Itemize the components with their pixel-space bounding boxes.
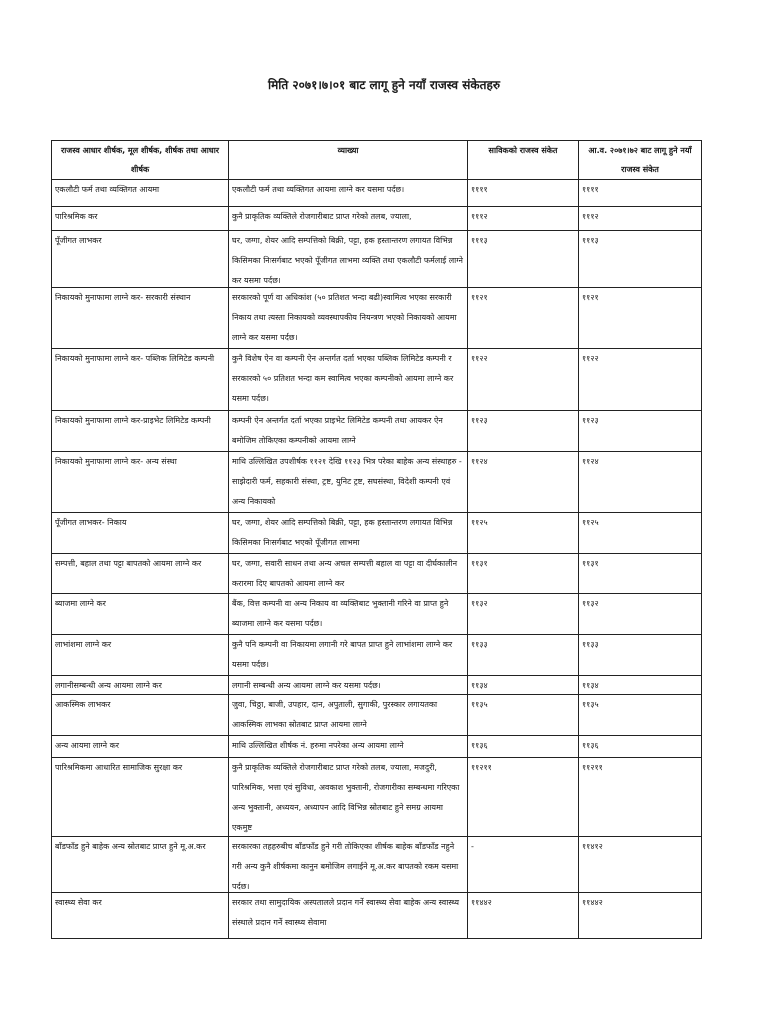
- row-description-cell: घर, जग्गा, शेयर आदि सम्पत्तिको बिक्री, पट्टा, हक हस्तान्तरण लगायत विभिन्न किसिमका निःसर्गबाट भएको पूँजीगत लाभमा व्यक्ति तथा एकलौटी फर्मलाई लाग्ने कर यसमा पर्दछ।: [229, 231, 468, 288]
- row-title-cell: बाँडफाँड हुने बाहेक अन्य स्रोतबाट प्राप्त हुने मू.अ.कर: [52, 837, 229, 893]
- row-description-cell: लगानी सम्बन्धी अन्य आयमा लाग्ने कर यसमा पर्दछ।: [229, 676, 468, 695]
- table-row: [52, 594, 702, 635]
- table-body: [52, 180, 702, 939]
- row-title-cell: आकस्मिक लाभकर: [52, 695, 229, 736]
- row-title-cell: ब्याजमा लाग्ने कर: [52, 594, 229, 635]
- row-title-cell: निकायको मुनाफामा लाग्ने कर- पब्लिक लिमिटेड कम्पनी: [52, 349, 229, 411]
- row-description-cell: माथि उल्लिखित शीर्षक नं. हरुमा नपरेका अन्य आयमा लाग्ने: [229, 736, 468, 758]
- row-title-cell: अन्य आयमा लाग्ने कर: [52, 736, 229, 758]
- row-old-code-cell: ११२२: [468, 349, 579, 411]
- row-description-cell: कुनै प्राकृतिक व्यक्तिले रोजगारीबाट प्राप्त गरेको तलब, ज्याला, मजदुरी, पारिश्रमिक, भत्ता एवं सुविधा, अवकाश भुक्तानी, रोजगारीका सम्बन्धमा गरिएका अन्य भुक्तानी, अध्ययन, अध्यापन आदि विभिन्न स्रोतबाट हुने समग्र आयमा एकमुष्ट: [229, 758, 468, 837]
- header-title: राजस्व आधार शीर्षक, मूल शीर्षक, शीर्षक तथा आधार शीर्षक: [52, 141, 229, 180]
- row-new-code-cell: ११३५: [579, 695, 702, 736]
- row-old-code-cell: ११२३: [468, 411, 579, 452]
- row-description-cell: कुनै पनि कम्पनी वा निकायमा लगानी गरे बापत प्राप्त हुने लाभांशमा लाग्ने कर यसमा पर्दछ।: [229, 635, 468, 676]
- row-new-code-cell: ११३६: [579, 736, 702, 758]
- table-row: [52, 695, 702, 736]
- row-new-code-cell: ११२४: [579, 452, 702, 513]
- row-old-code-cell: १११२: [468, 207, 579, 231]
- table-row: [52, 180, 702, 207]
- table-row: [52, 513, 702, 554]
- row-old-code-cell: ११३६: [468, 736, 579, 758]
- row-old-code-cell: ११३३: [468, 635, 579, 676]
- row-old-code-cell: ११३४: [468, 676, 579, 695]
- revenue-code-table: [51, 140, 702, 939]
- row-description-cell: जुवा, चिठ्ठा, बाजी, उपहार, दान, अपुताली, सुगाकी, पुरस्कार लगायतका आकस्मिक लाभका स्रोतबाट प्राप्त आयमा लाग्ने: [229, 695, 468, 736]
- row-old-code-cell: १११३: [468, 231, 579, 288]
- row-title-cell: पारिश्रमिक कर: [52, 207, 229, 231]
- row-old-code-cell: ११११: [468, 180, 579, 207]
- row-old-code-cell: ११३२: [468, 594, 579, 635]
- row-description-cell: घर, जग्गा, सवारी साधन तथा अन्य अचल सम्पत्ती बहाल वा पट्टा वा दीर्घकालीन करारमा दिए बापतको आयमा लाग्ने कर: [229, 554, 468, 594]
- table-row: [52, 758, 702, 837]
- row-new-code-cell: ११२११: [579, 758, 702, 837]
- row-new-code-cell: ११३१: [579, 554, 702, 594]
- table-row: [52, 207, 702, 231]
- row-new-code-cell: ११११: [579, 180, 702, 207]
- row-new-code-cell: ११३२: [579, 594, 702, 635]
- table-row: [52, 231, 702, 288]
- row-new-code-cell: ११३४: [579, 676, 702, 695]
- table-header-row: [52, 141, 702, 180]
- row-old-code-cell: -: [468, 837, 579, 893]
- row-title-cell: निकायको मुनाफामा लाग्ने कर-प्राइभेट लिमिटेड कम्पनी: [52, 411, 229, 452]
- header-old-code: साविकको राजस्व संकेत: [468, 141, 579, 180]
- table-row: [52, 837, 702, 893]
- row-old-code-cell: ११२५: [468, 513, 579, 554]
- row-title-cell: लगानीसम्बन्धी अन्य आयमा लाग्ने कर: [52, 676, 229, 695]
- row-new-code-cell: ११२१: [579, 288, 702, 349]
- row-title-cell: पूँजीगत लाभकर- निकाय: [52, 513, 229, 554]
- table-row: [52, 736, 702, 758]
- table-row: [52, 411, 702, 452]
- row-title-cell: पारिश्रमिकमा आधारित सामाजिक सुरक्षा कर: [52, 758, 229, 837]
- row-description-cell: सरकारको पूर्ण वा अधिकांश (५० प्रतिशत भन्दा बढी)स्वामित्व भएका सरकारी निकाय तथा त्यस्ता निकायको व्यवस्थापकीय नियन्त्रण भएको निकायको आयमा लाग्ने कर यसमा पर्दछ।: [229, 288, 468, 349]
- row-new-code-cell: ११४४२: [579, 893, 702, 939]
- row-new-code-cell: १११२: [579, 207, 702, 231]
- row-title-cell: सम्पत्ती, बहाल तथा पट्टा बापतको आयमा लाग्ने कर: [52, 554, 229, 594]
- row-old-code-cell: ११२४: [468, 452, 579, 513]
- row-title-cell: निकायको मुनाफामा लाग्ने कर- सरकारी संस्थान: [52, 288, 229, 349]
- row-description-cell: कुनै विशेष ऐन वा कम्पनी ऐन अन्तर्गत दर्ता भएका पब्लिक लिमिटेड कम्पनी र सरकारको ५० प्रतिशत भन्दा कम स्वामित्व भएका कम्पनीको आयमा लाग्ने कर यसमा पर्दछ।: [229, 349, 468, 411]
- row-description-cell: एकलौटी फर्म तथा व्यक्तिगत आयमा लाग्ने कर यसमा पर्दछ।: [229, 180, 468, 207]
- row-old-code-cell: ११४४२: [468, 893, 579, 939]
- row-description-cell: कम्पनी ऐन अन्तर्गत दर्ता भएका प्राइभेट लिमिटेड कम्पनी तथा आयकर ऐन बमोजिम तोकिएका कम्पनीको आयमा लाग्ने: [229, 411, 468, 452]
- row-description-cell: घर, जग्गा, शेयर आदि सम्पत्तिको बिक्री, पट्टा, हक हस्तान्तरण लगायत विभिन्न किसिमका निःसर्गबाट भएको पूँजीगत लाभमा: [229, 513, 468, 554]
- table-row: [52, 635, 702, 676]
- header-new-code: आ.व. २०७१।७२ बाट लागू हुने नयाँ राजस्व संकेत: [579, 141, 702, 180]
- row-title-cell: पूँजीगत लाभकर: [52, 231, 229, 288]
- table-row: [52, 349, 702, 411]
- row-new-code-cell: ११२३: [579, 411, 702, 452]
- table-row: [52, 288, 702, 349]
- row-title-cell: लाभांशमा लाग्ने कर: [52, 635, 229, 676]
- row-title-cell: स्वास्थ्य सेवा कर: [52, 893, 229, 939]
- header-description: व्याख्या: [229, 141, 468, 180]
- table-row: [52, 676, 702, 695]
- row-description-cell: सरकारका तहहरुबीच बाँडफाँड हुने गरी तोकिएका शीर्षक बाहेक बाँडफाँड नहुने गरी अन्य कुनै शीर्षकमा कानुन बमोजिम लगाईने मू.अ.कर बापतको रकम यसमा पर्दछ।: [229, 837, 468, 893]
- row-description-cell: सरकार तथा सामुदायिक अस्पतालले प्रदान गर्ने स्वास्थ्य सेवा बाहेक अन्य स्वास्थ्य संस्थाले प्रदान गर्ने स्वास्थ्य सेवामा: [229, 893, 468, 939]
- page-title: मिति २०७१।७।०१ बाट लागू हुने नयाँ राजस्व संकेतहरु: [268, 78, 500, 92]
- row-description-cell: कुनै प्राकृतिक व्यक्तिले रोजगारीबाट प्राप्त गरेको तलब, ज्याला,: [229, 207, 468, 231]
- row-old-code-cell: ११३१: [468, 554, 579, 594]
- row-description-cell: माथि उल्लिखित उपशीर्षक ११२१ देखि ११२३ भित्र परेका बाहेक अन्य संस्थाहरु - साझेदारी फर्म, सहकारी संस्था, ट्रष्ट, युनिट ट्रष्ट, सघसंस्था, विदेशी कम्पनी एवं अन्य निकायको: [229, 452, 468, 513]
- table-row: [52, 452, 702, 513]
- row-old-code-cell: ११२१: [468, 288, 579, 349]
- table-row: [52, 554, 702, 594]
- table-row: [52, 893, 702, 939]
- row-title-cell: निकायको मुनाफामा लाग्ने कर- अन्य संस्था: [52, 452, 229, 513]
- row-description-cell: बैंक, वित्त कम्पनी वा अन्य निकाय वा व्यक्तिबाट भुक्तानी गरिने वा प्राप्त हुने ब्याजमा लाग्ने कर यसमा पर्दछ।: [229, 594, 468, 635]
- row-new-code-cell: ११२५: [579, 513, 702, 554]
- row-new-code-cell: ११४१२: [579, 837, 702, 893]
- row-new-code-cell: १११३: [579, 231, 702, 288]
- row-title-cell: एकलौटी फर्म तथा व्यक्तिगत आयमा: [52, 180, 229, 207]
- row-new-code-cell: ११२२: [579, 349, 702, 411]
- row-new-code-cell: ११३३: [579, 635, 702, 676]
- row-old-code-cell: ११२११: [468, 758, 579, 837]
- row-old-code-cell: ११३५: [468, 695, 579, 736]
